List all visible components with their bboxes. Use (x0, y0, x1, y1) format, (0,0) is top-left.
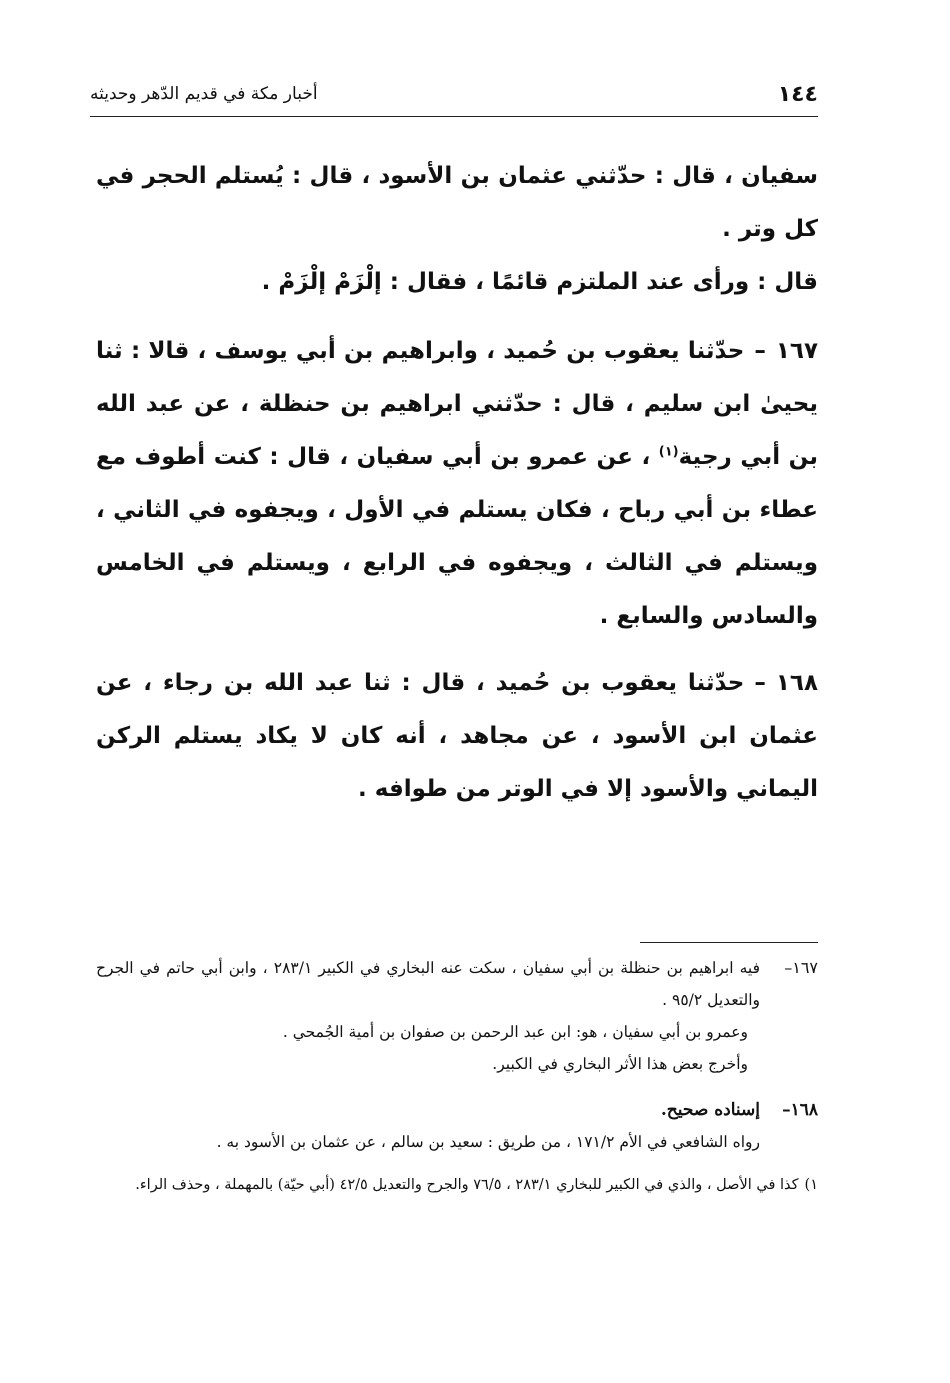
athar-dash: – (754, 338, 766, 364)
athar-167-text: حدّثنا يعقوب بن حُميد ، وابراهيم بن أبي يوسف ، قالا : ثنا يحيىٰ ابن سليم ، قال : حدّثني ابراهيم بن حنظلة ، عن عبد الله بن أبي رجية (96, 338, 818, 470)
athar-dash: – (754, 670, 766, 696)
note-body-168 (96, 1094, 760, 1158)
note-167 (96, 952, 818, 1080)
main-text (96, 150, 818, 830)
page-number: ١٤٤ (777, 82, 818, 107)
athar-number-168: ١٦٨ (775, 670, 818, 696)
continuation-line-2: قال : ورأى عند الملتزم قائمًا ، فقال : إلْزَمْ إلْزَمْ . (261, 269, 818, 295)
note-168 (96, 1094, 818, 1158)
athar-167-text-cont: ، عن عمرو بن أبي سفيان ، قال : كنت أطوف مع عطاء بن أبي رباح ، فكان يستلم في الأول ، ويجفوه في الثاني ، ويستلم في الثالث ، ويجفوه في الرابع ، ويستلم في الخامس والسادس والسابع . (96, 444, 818, 629)
athar-168-text: حدّثنا يعقوب بن حُميد ، قال : ثنا عبد الله بن رجاء ، عن عثمان ابن الأسود ، عن مجاهد ، أنه كان لا يكاد يستلم الركن اليماني والأسود إلا في الوتر من طوافه . (96, 670, 818, 802)
footnotes (96, 952, 818, 1200)
paragraph-167 (96, 325, 818, 643)
running-header (90, 82, 818, 117)
footnote-1-number: ١) (804, 1177, 818, 1193)
note-body-167 (96, 952, 760, 1080)
note-167-line-3: وأخرج بعض هذا الأثر البخاري في الكبير. (492, 1055, 748, 1073)
note-168-head: إسناده صحيح. (660, 1100, 760, 1120)
note-167-line-1: فيه ابراهيم بن حنظلة بن أبي سفيان ، سكت عنه البخاري في الكبير ٢٨٣/١ ، وابن أبي حاتم في الجرح والتعديل ٩٥/٢ . (96, 959, 760, 1009)
continuation-line-1: سفيان ، قال : حدّثني عثمان بن الأسود ، قال : يُستلم الحجر في كل وتر . (96, 163, 818, 242)
note-167-line-2: وعمرو بن أبي سفيان ، هو: ابن عبد الرحمن بن صفوان بن أمية الجُمحي . (282, 1023, 748, 1041)
paragraph-continuation (96, 150, 818, 309)
athar-number-167: ١٦٧ (775, 338, 818, 364)
footnote-marker-1[interactable]: (١) (658, 444, 679, 460)
footnote-1 (96, 1170, 818, 1200)
note-168-line: رواه الشافعي في الأم ١٧١/٢ ، من طريق : سعيد بن سالم ، عن عثمان بن الأسود به . (216, 1133, 760, 1151)
footnote-1-text: كذا في الأصل ، والذي في الكبير للبخاري ٢٨٣/١ ، ٧٦/٥ والجرح والتعديل ٤٢/٥ (أبي حيّة) بالمهملة ، وحذف الراء. (135, 1177, 799, 1193)
note-label-167: ١٦٧– (784, 958, 818, 977)
footnote-separator (640, 942, 818, 943)
running-title: أخبار مكة في قديم الدّهر وحديثه (90, 84, 318, 104)
paragraph-168 (96, 657, 818, 816)
note-label-168: ١٦٨– (782, 1100, 818, 1120)
